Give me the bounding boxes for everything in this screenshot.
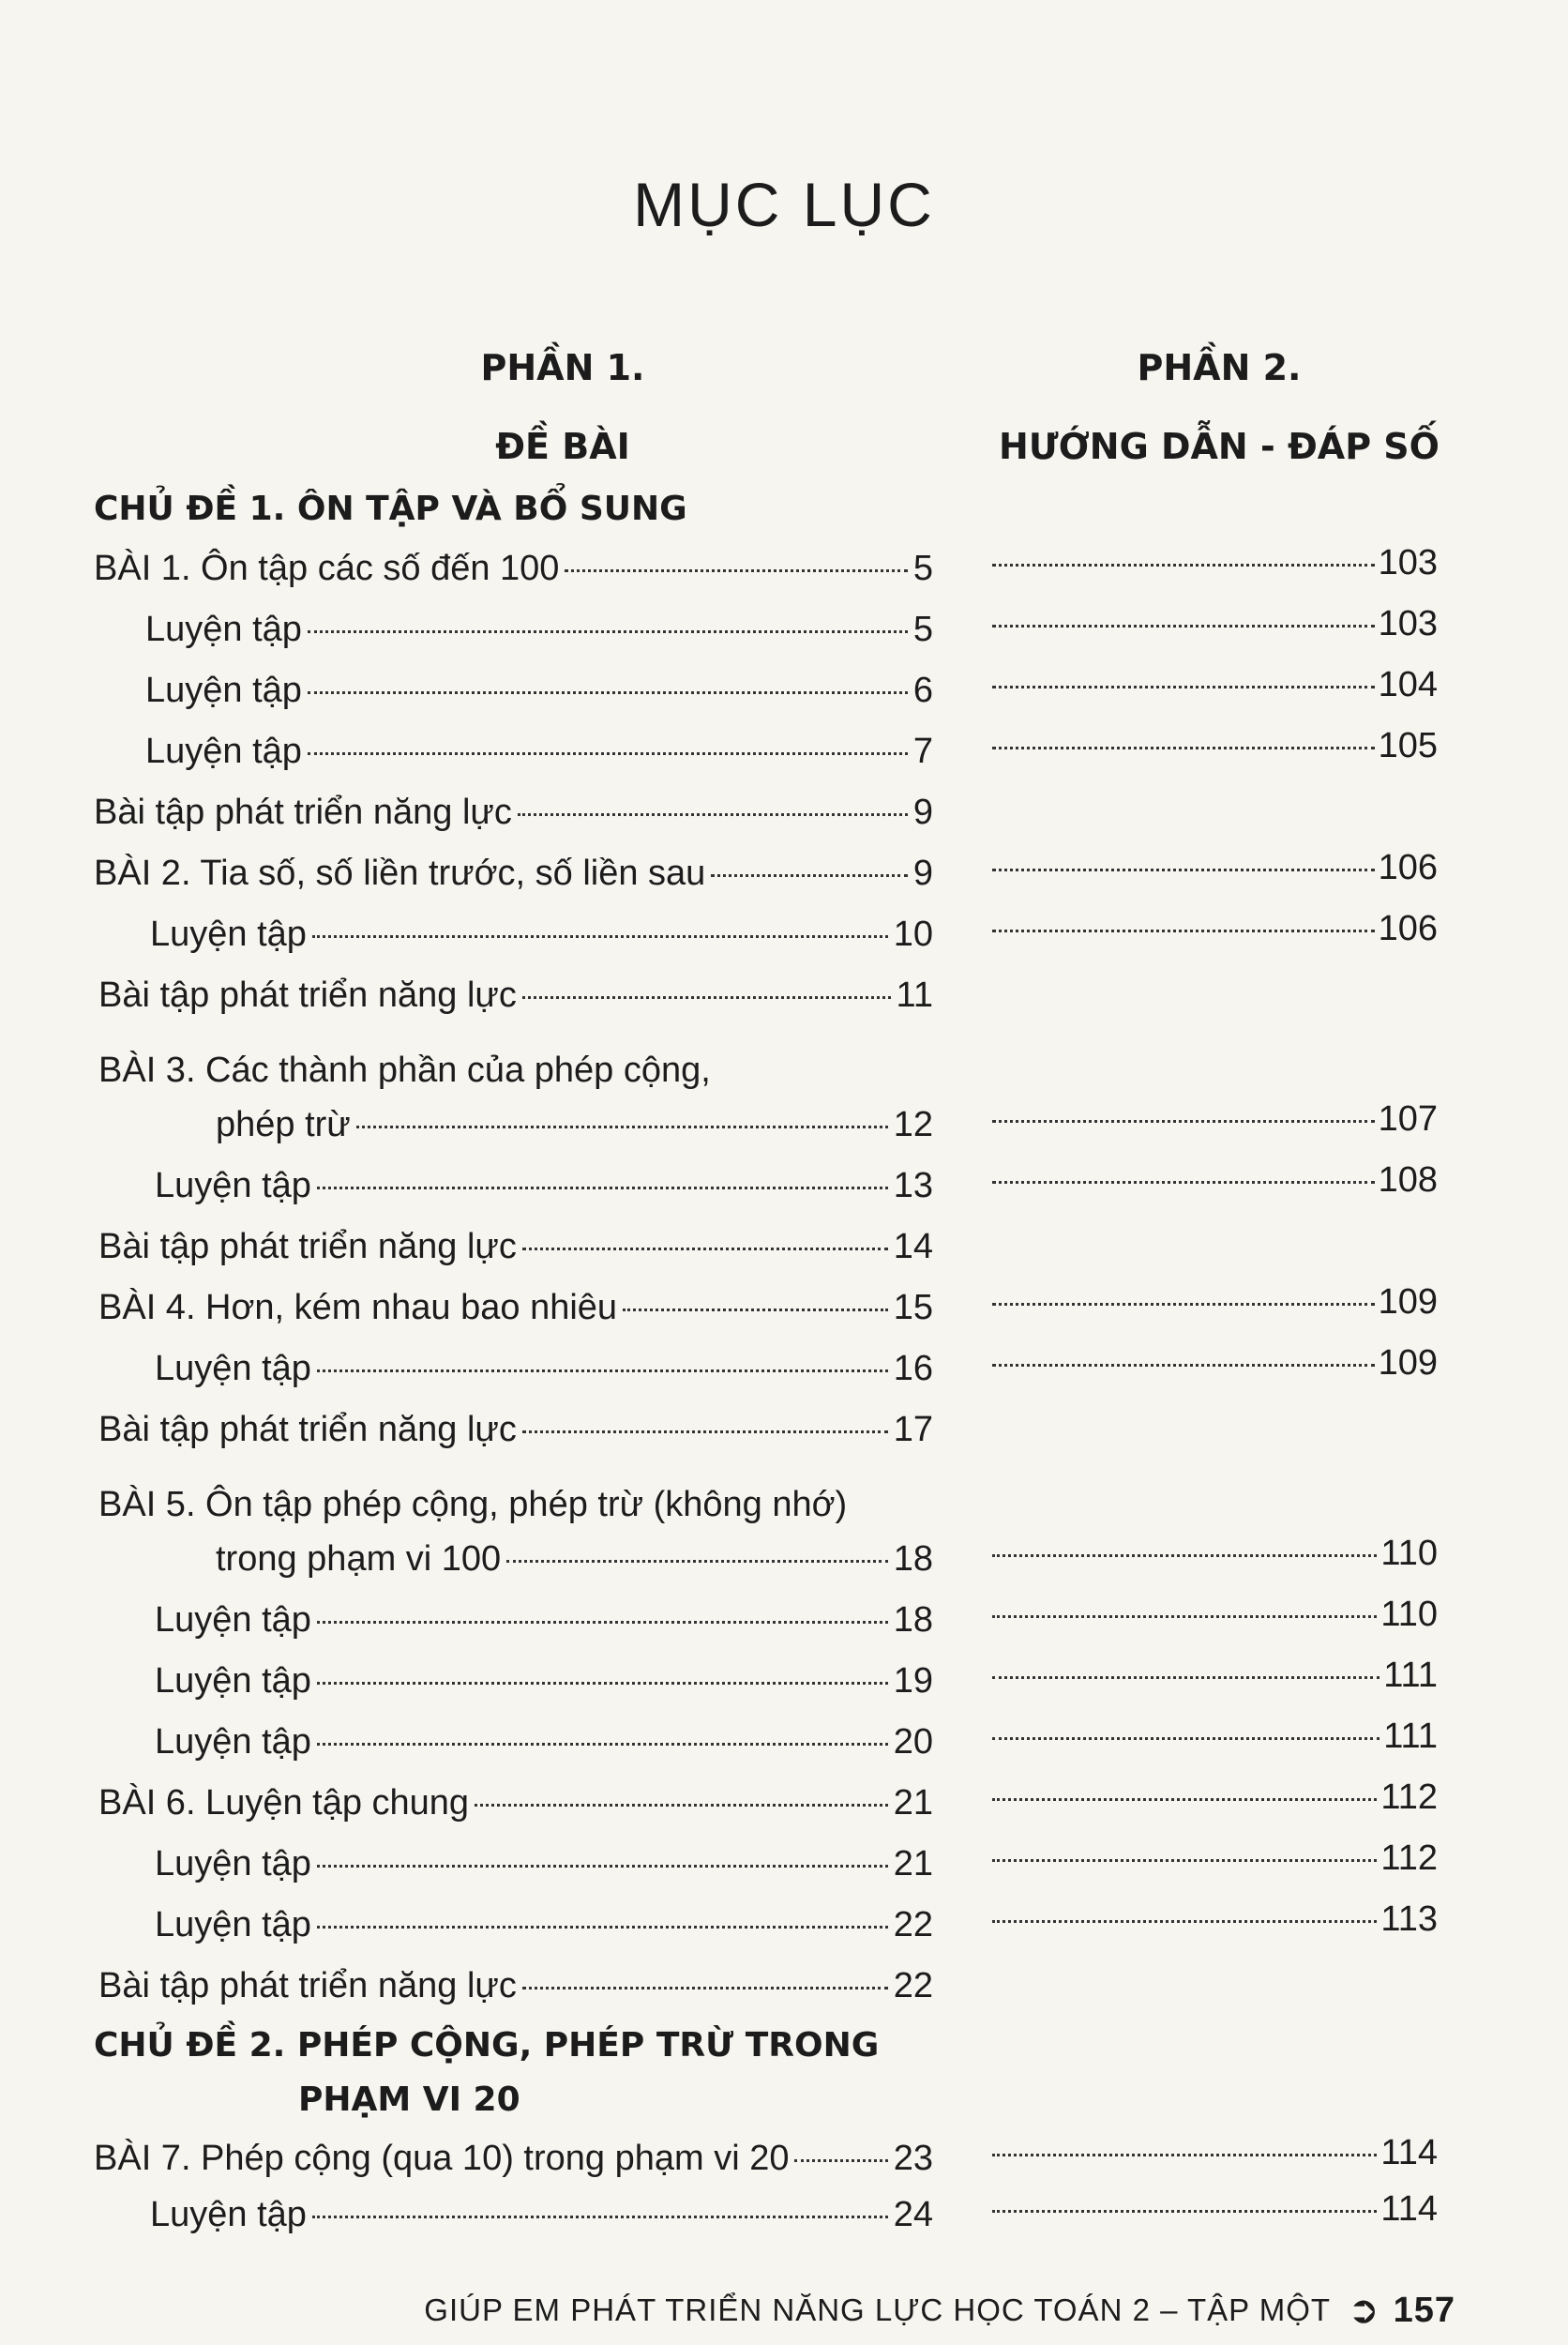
dot-leader [992, 1552, 1377, 1557]
entry-title: BÀI 5. Ôn tập phép cộng, phép trừ (không nhớ) [98, 1485, 848, 1524]
dot-leader [317, 1368, 888, 1372]
answer-entry [992, 1766, 1438, 1828]
entry-page: 23 [893, 2139, 933, 2178]
entry-page: 5 [912, 610, 933, 649]
dot-leader [317, 1863, 888, 1868]
answer-page: 105 [1378, 726, 1438, 765]
part1-line2: ĐỀ BÀI [495, 426, 630, 467]
toc-entry [98, 1039, 711, 1101]
answer-page: 106 [1378, 909, 1438, 948]
toc-entry [155, 1338, 933, 1399]
topic-heading-continued: PHẠM VI 20 [298, 2080, 520, 2119]
entry-title: Luyện tập [155, 1722, 311, 1762]
toc-entry [150, 2184, 933, 2246]
dot-leader [992, 928, 1375, 932]
entry-title: Luyện tập [150, 915, 307, 954]
dot-leader [992, 2208, 1377, 2213]
answer-page: 107 [1378, 1099, 1438, 1139]
dot-leader [992, 1796, 1377, 1801]
answer-page: 106 [1378, 848, 1438, 887]
dot-leader [992, 1674, 1380, 1679]
answer-page: 113 [1380, 1899, 1438, 1939]
dot-leader [992, 1918, 1377, 1923]
dot-leader [992, 623, 1375, 628]
dot-leader [522, 1246, 888, 1250]
entry-page: 21 [893, 1844, 933, 1884]
dot-leader [992, 1613, 1377, 1618]
answer-page: 108 [1378, 1160, 1438, 1200]
dot-leader [992, 1735, 1380, 1740]
entry-title: phép trừ [216, 1105, 351, 1144]
answer-entry [992, 1827, 1438, 1889]
dot-leader [522, 994, 891, 999]
footer-text: GIÚP EM PHÁT TRIỂN NĂNG LỰC HỌC TOÁN 2 – TẬP MỘT [424, 2292, 1332, 2327]
answer-entry [992, 2122, 1438, 2184]
answer-page: 111 [1383, 1717, 1438, 1756]
dot-leader [506, 1558, 888, 1563]
entry-title: Bài tập phát triển năng lực [98, 1966, 517, 2005]
answer-entry [992, 1522, 1438, 1584]
entry-page: 21 [893, 1783, 933, 1823]
topic-heading: CHỦ ĐỀ 1. ÔN TẬP VÀ BỔ SUNG [94, 490, 687, 528]
answer-page: 104 [1378, 665, 1438, 704]
answer-page: 112 [1380, 1778, 1438, 1817]
entry-title: BÀI 4. Hơn, kém nhau bao nhiêu [98, 1288, 618, 1327]
entry-page: 17 [893, 1410, 933, 1449]
entry-page: 9 [912, 854, 933, 893]
entry-page: 15 [893, 1288, 933, 1327]
answer-entry [992, 1332, 1438, 1394]
answer-page: 114 [1380, 2133, 1438, 2172]
toc-entry [216, 1094, 933, 1156]
dot-leader [312, 933, 888, 938]
toc-entry [98, 1955, 933, 2017]
entry-title: BÀI 1. Ôn tập các số đến 100 [94, 549, 560, 588]
toc-entry [155, 1589, 933, 1651]
toc-entry [216, 1528, 933, 1590]
entry-title: Luyện tập [155, 1844, 311, 1884]
answer-entry [992, 1583, 1438, 1645]
dot-leader [623, 1307, 888, 1311]
toc-entry [155, 1650, 933, 1712]
entry-page: 6 [912, 671, 933, 710]
entry-title: Bài tập phát triển năng lực [98, 1227, 517, 1266]
entry-page: 20 [893, 1722, 933, 1762]
answer-entry [992, 593, 1438, 655]
answer-page: 110 [1380, 1534, 1438, 1573]
entry-title: BÀI 3. Các thành phần của phép cộng, [98, 1051, 711, 1090]
entry-title: Luyện tập [155, 1661, 311, 1701]
dot-leader [992, 1179, 1375, 1184]
answer-page: 114 [1380, 2189, 1438, 2229]
toc-entry [98, 1474, 847, 1536]
entry-page: 19 [893, 1661, 933, 1701]
dot-leader [522, 1429, 888, 1433]
part2-line2: HƯỚNG DẪN - ĐÁP SỐ [999, 426, 1440, 467]
toc-entry [150, 903, 933, 965]
entry-title: trong phạm vi 100 [216, 1539, 502, 1579]
toc-entry [98, 1772, 933, 1834]
toc-entry [145, 720, 933, 782]
entry-title: Bài tập phát triển năng lực [94, 793, 512, 832]
dot-leader [711, 872, 908, 877]
answer-entry [992, 532, 1438, 594]
answer-page: 110 [1380, 1595, 1438, 1634]
part1-heading [281, 328, 844, 486]
dot-leader [317, 1924, 888, 1929]
toc-entry [94, 2127, 933, 2189]
topic-heading: CHỦ ĐỀ 2. PHÉP CỘNG, PHÉP TRỪ TRONG [94, 2026, 880, 2065]
answer-entry [992, 1088, 1438, 1150]
part1-line1: PHẦN 1. [480, 347, 645, 388]
dot-leader [992, 562, 1375, 567]
entry-title: Luyện tập [155, 1349, 311, 1388]
answer-entry [992, 2178, 1438, 2240]
answer-page: 109 [1378, 1282, 1438, 1322]
dot-leader [992, 745, 1375, 749]
toc-entry [98, 1277, 933, 1339]
dot-leader [475, 1802, 888, 1807]
entry-title: Bài tập phát triển năng lực [98, 1410, 517, 1449]
toc-entry [155, 1155, 933, 1217]
entry-page: 22 [893, 1905, 933, 1944]
entry-title: Bài tập phát triển năng lực [98, 976, 517, 1015]
dot-leader [312, 2214, 888, 2218]
dot-leader [308, 628, 908, 633]
dot-leader [992, 1362, 1375, 1367]
answer-entry [992, 715, 1438, 777]
toc-entry [98, 964, 933, 1026]
toc-entry [155, 1833, 933, 1895]
toc-entry [145, 598, 933, 660]
answer-entry [992, 1888, 1438, 1950]
dot-leader [308, 750, 908, 755]
answer-page: 103 [1378, 543, 1438, 582]
entry-title: Luyện tập [145, 732, 302, 771]
entry-page: 10 [893, 915, 933, 954]
dot-leader [794, 2157, 887, 2162]
entry-page: 24 [893, 2195, 933, 2234]
entry-title: Luyện tập [150, 2195, 307, 2234]
answer-entry [992, 1149, 1438, 1211]
answer-entry [992, 898, 1438, 960]
answer-page: 111 [1383, 1656, 1438, 1695]
dot-leader [317, 1680, 888, 1685]
entry-title: BÀI 7. Phép cộng (qua 10) trong phạm vi 20 [94, 2139, 790, 2178]
entry-page: 16 [893, 1349, 933, 1388]
answer-entry [992, 1271, 1438, 1333]
entry-title: Luyện tập [155, 1166, 311, 1205]
dot-leader [308, 689, 908, 694]
dot-leader [992, 684, 1375, 688]
page-number: 157 [1393, 2290, 1455, 2330]
entry-page: 18 [893, 1600, 933, 1640]
dot-leader [992, 867, 1375, 871]
entry-page: 18 [893, 1539, 933, 1579]
dot-leader [522, 1985, 888, 1989]
entry-page: 5 [912, 549, 933, 588]
dot-leader [317, 1741, 888, 1746]
dot-leader [317, 1185, 888, 1189]
dot-leader [317, 1619, 888, 1624]
answer-entry [992, 837, 1438, 899]
toc-entry [94, 781, 933, 843]
answer-entry [992, 1644, 1438, 1706]
entry-page: 12 [893, 1105, 933, 1144]
dot-leader [992, 1857, 1377, 1862]
answer-entry [992, 1705, 1438, 1767]
toc-entry [94, 537, 933, 599]
entry-title: BÀI 2. Tia số, số liền trước, số liền sau [94, 854, 706, 893]
arrow-icon: ➲ [1348, 2290, 1380, 2331]
dot-leader [992, 1118, 1375, 1123]
toc-entry [155, 1711, 933, 1773]
answer-entry [992, 654, 1438, 716]
entry-title: Luyện tập [155, 1905, 311, 1944]
dot-leader [356, 1124, 888, 1128]
toc-entry [145, 659, 933, 721]
entry-page: 13 [893, 1166, 933, 1205]
dot-leader [992, 2152, 1377, 2156]
part2-heading [947, 328, 1491, 486]
entry-page: 14 [893, 1227, 933, 1266]
toc-entry [155, 1894, 933, 1956]
answer-page: 103 [1378, 604, 1438, 643]
entry-title: Luyện tập [155, 1600, 311, 1640]
dot-leader [518, 811, 908, 816]
entry-title: Luyện tập [145, 671, 302, 710]
entry-title: BÀI 6. Luyện tập chung [98, 1783, 470, 1823]
dot-leader [992, 1301, 1375, 1306]
entry-page: 22 [893, 1966, 933, 2005]
entry-page: 11 [896, 976, 933, 1015]
dot-leader [565, 567, 907, 572]
page-title: MỤC LỤC [633, 170, 935, 239]
entry-title: Luyện tập [145, 610, 302, 649]
answer-page: 112 [1380, 1838, 1438, 1878]
part2-line1: PHẦN 2. [1137, 347, 1302, 388]
page-footer [424, 2289, 1455, 2332]
entry-page: 9 [912, 793, 933, 832]
answer-page: 109 [1378, 1343, 1438, 1383]
entry-page: 7 [912, 732, 933, 771]
toc-entry [98, 1399, 933, 1460]
toc-entry [94, 842, 933, 904]
toc-entry [98, 1216, 933, 1278]
